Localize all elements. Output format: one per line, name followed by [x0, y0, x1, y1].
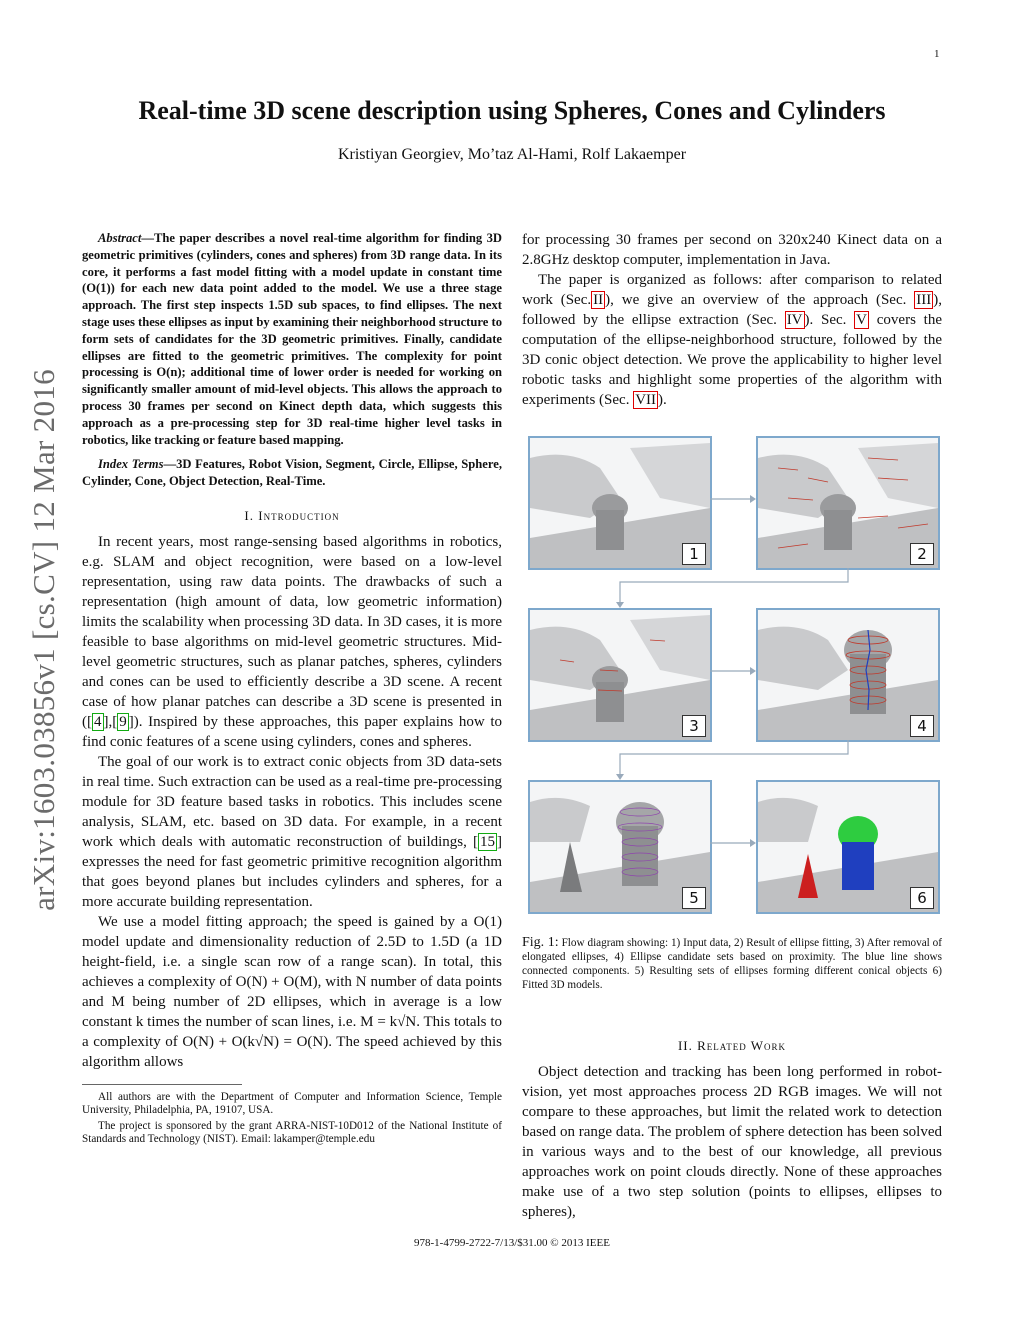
right-paragraph-1: for processing 30 frames per second on 320x240 Kinect data on a 2.8GHz desktop computer, implementation in Java.	[522, 232, 942, 268]
intro-paragraph-1: In recent years, most range-sensing based algorithms in robotics, e.g. SLAM and object recognition, were based on a low-level representation, using raw data points. The drawbacks of such a representation (high amount of data, low geometric information) limits the scalability when processing 3D data. In 3D cases, it is more feasible to base algorithms on mid-level geometric structures. Mid-level geometric structures, such as planar patches, spheres, cylinders and cones can be used to efficiently describe a 3D scene. A recent case of how planar patches can describe a 3D scene is presented in ([ 4 ],[ 9 ]). Inspired by these approaches, this paper explains how to find conic features of a scene using cylinders, cones and spheres.	[82, 533, 502, 750]
flow-arrow	[614, 740, 854, 780]
section-heading-related-work: II. Related Work	[677, 1038, 787, 1053]
figure-panel-conical-sets	[528, 780, 712, 914]
figure-panel-candidate-sets	[756, 608, 940, 742]
citation-link[interactable]: 4	[94, 713, 102, 730]
figure-panel-elongated-removed	[528, 608, 712, 742]
authors: Kristiyan Georgiev, Mo’taz Al-Hami, Rolf Lakaemper	[337, 146, 687, 163]
citation-link[interactable]: 15	[480, 833, 495, 850]
abstract-label: Abstract	[98, 231, 142, 245]
right-column	[522, 230, 942, 410]
related-work-section	[522, 1036, 942, 1222]
flow-arrow	[710, 836, 756, 850]
section-link[interactable]: VII	[635, 392, 657, 408]
figure-caption	[522, 936, 942, 992]
figure-caption-text: Flow diagram showing: 1) Input data, 2) Result of ellipse fitting, 3) After removal of elongated ellipses, 4) Ellipse candidate sets based on proximity. The blue line shows connected components. 5) Resulting sets of ellipses forming different conical objects 6) Fitted 3D models.	[522, 937, 943, 991]
page-number: 1	[934, 48, 940, 60]
abstract	[82, 230, 502, 448]
figure-panel-fitted-models	[756, 780, 940, 914]
section-link[interactable]: V	[856, 312, 868, 328]
figure-label: Fig. 1:	[522, 935, 559, 950]
panel-number: 6	[910, 887, 934, 909]
index-terms	[82, 456, 502, 490]
related-work-paragraph-1: Object detection and tracking has been long performed in robot-vision, yet most approaches process 2D RGB images. We will not compare to these approaches, but limit the related work to detection based on range data. The problem of sphere detection has been solved in various ways and to the best of our knowledge, all previous approaches work on point clouds directly. None of these approaches make use of a two step solution (points to ellipses, ellipses to spheres),	[522, 1064, 942, 1220]
left-column	[82, 230, 502, 1147]
intro-paragraph-2: The goal of our work is to extract conic objects from 3D data-sets in real time. Such extraction can be used as a real-time pre-processing module for 3D feature based tasks in robotics. This includes scene analysis, SLAM, etc. based on 3D data. For example, in a recent work which deals with automatic reconstruction of buildings, [ 15 ] expresses the need for fast geometric primitive recognition algorithm that goes beyond planes but includes cylinders and spheres, for a more accurate building representation.	[82, 753, 502, 910]
section-heading-introduction: I. Introduction	[244, 507, 340, 523]
flow-arrow	[710, 492, 756, 506]
index-terms-text: —3D Features, Robot Vision, Segment, Circle, Ellipse, Sphere, Cylinder, Cone, Object Detection, Real-Time.	[82, 457, 502, 489]
figure-panel-ellipse-fitting	[756, 436, 940, 570]
citation-link[interactable]: 9	[119, 713, 127, 730]
paper-title: Real-time 3D scene description using Spheres, Cones and Cylinders	[138, 96, 886, 125]
section-link[interactable]: IV	[786, 312, 803, 328]
figure-1	[524, 432, 944, 927]
flow-arrow	[614, 568, 854, 608]
flow-arrow	[710, 664, 756, 678]
section-link[interactable]: III	[916, 292, 932, 308]
index-terms-label: Index Terms	[98, 457, 164, 472]
footnote-affiliation: All authors are with the Department of Computer and Information Science, Temple University, Philadelphia, PA, 19107, USA.	[82, 1090, 502, 1117]
section-link[interactable]: II	[593, 292, 604, 308]
intro-paragraph-3: We use a model fitting approach; the speed is gained by a O(1) model update and dimensionality reduction of 2.5D to 1.5D (a 1D height-field, i.e. a single scan row of a range scan). In total, this achieves a complexity of O(N) + O(M), with N number of data points and M being number of 2D ellipses, which in average is a low constant k times the number of scan lines, i.e. M = k√N. This totals to a complexity of O(N) + O(k√N) = O(N). The speed achieved by this algorithm allows	[82, 913, 502, 1070]
footnote-funding: The project is sponsored by the grant ARRA-NIST-10D012 of the National Institute of Standards and Technology (NIST). Email: lakamper@temple.edu	[82, 1119, 502, 1146]
arxiv-stamp: arXiv:1603.03856v1 [cs.CV] 12 Mar 2016	[26, 369, 61, 911]
panel-number: 1	[682, 543, 706, 565]
copyright-footer: 978-1-4799-2722-7/13/$31.00 © 2013 IEEE	[414, 1237, 610, 1249]
right-paragraph-2: The paper is organized as follows: after comparison to related work (Sec. II ), we give an overview of the approach (Sec. III ), followed by the ellipse extraction (Sec. IV ). Sec. V covers the computation of the ellipse-neighborhood structure, followed by the 3D conic object detection. We prove the applicability to higher level robotic tasks and highlight some properties of the algorithm with experiments (Sec. VII ).	[522, 272, 942, 408]
figure-panel-input	[528, 436, 712, 570]
footnote-divider	[82, 1084, 242, 1085]
panel-number: 3	[682, 715, 706, 737]
panel-number: 2	[910, 543, 934, 565]
panel-number: 5	[682, 887, 706, 909]
panel-number: 4	[910, 715, 934, 737]
abstract-text: —The paper describes a novel real-time algorithm for finding 3D geometric primitives (cylinders, cones and spheres) from 3D range data. In its core, it performs a fast model fitting with a model update in constant time (O(1)) for each new data point added to the model. We use a three stage approach. The first step inspects 1.5D sub spaces, to find ellipses. The next stage uses these ellipses as input by examining their neighborhood structure to form sets of candidates for the 3D geometric primitives. Finally, candidate ellipses are fitted to the geometric primitives. The complexity for point processing is O(n); additional time of lower order is needed for working on significantly smaller amount of mid-level objects. This allows the approach to process 30 frames per second on Kinect depth data, which suggests this approach as a pre-processing step for 3D real-time higher level tasks in robotics, like tracking or feature based mapping.	[82, 231, 502, 447]
